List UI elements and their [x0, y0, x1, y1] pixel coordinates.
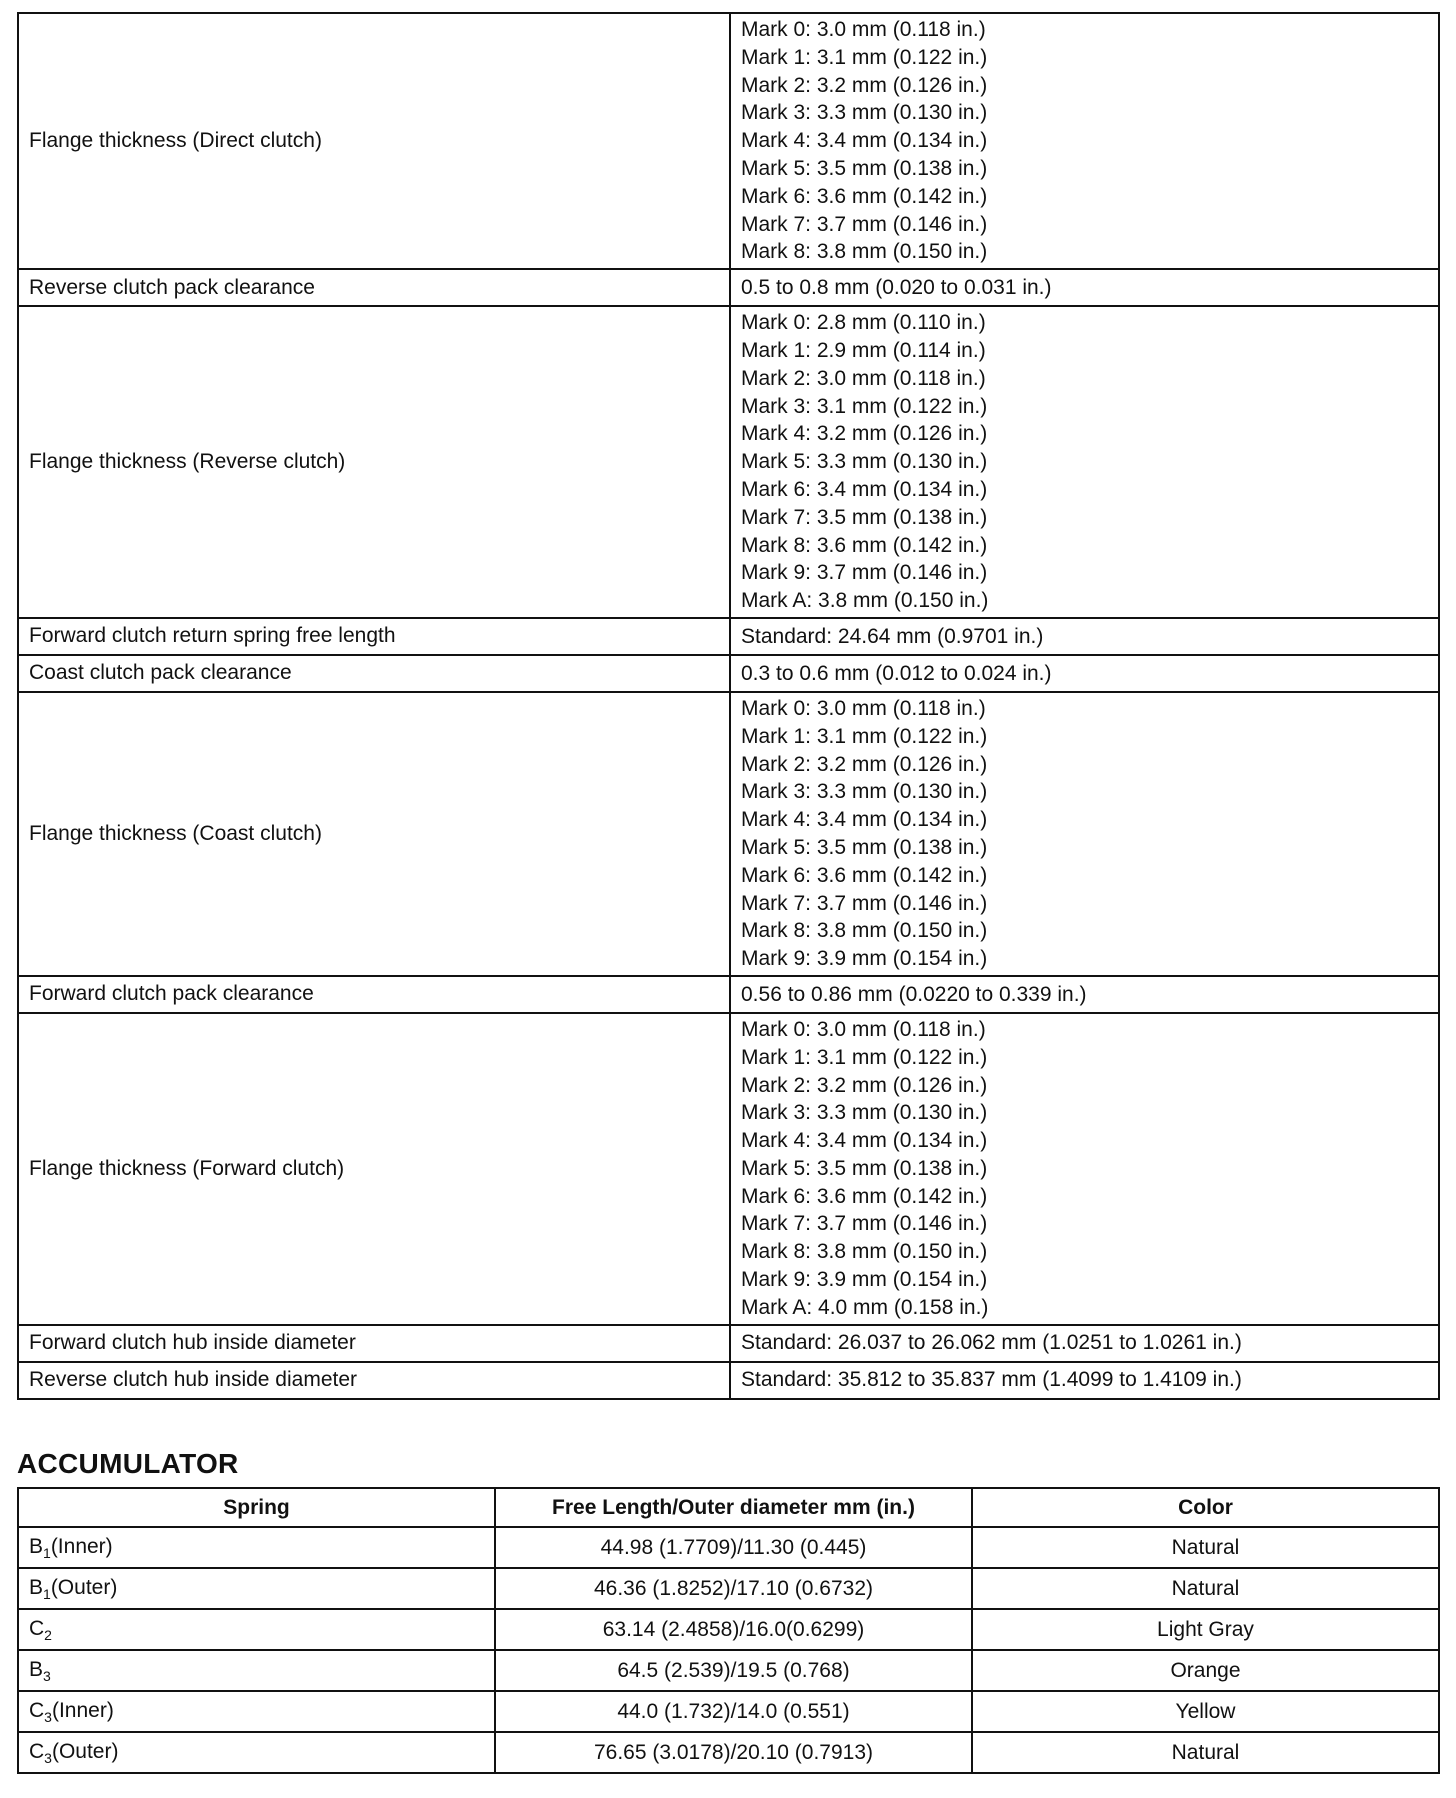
accumulator-row [18, 1650, 1439, 1691]
spring-name [18, 1527, 495, 1568]
spec-value-line: Mark 5: 3.5 mm (0.138 in.) [741, 1156, 988, 1180]
spec-parameter: Flange thickness (Forward clutch) [18, 1013, 730, 1325]
spec-values [730, 13, 1439, 269]
spring-suffix: (Outer) [51, 1739, 119, 1763]
spec-row [18, 13, 1439, 269]
spec-row [18, 618, 1439, 655]
spec-value-line: Mark A: 3.8 mm (0.150 in.) [741, 589, 989, 613]
spec-value-line: Mark 3: 3.3 mm (0.130 in.) [741, 780, 988, 804]
spec-parameter: Reverse clutch hub inside diameter [18, 1362, 730, 1399]
spec-value-line: Mark 0: 3.0 mm (0.118 in.) [741, 1017, 986, 1041]
clutch-spec-table-body [18, 13, 1439, 1399]
spec-row [18, 976, 1439, 1013]
spec-value-line: Mark 7: 3.7 mm (0.146 in.) [741, 212, 988, 236]
spec-value-line: Mark 5: 3.5 mm (0.138 in.) [741, 156, 988, 180]
spring-base: B [29, 1575, 44, 1599]
spec-value-line: Mark 6: 3.6 mm (0.142 in.) [741, 184, 988, 208]
spec-value-line: Mark 2: 3.2 mm (0.126 in.) [741, 73, 988, 97]
spec-value-line: Mark 6: 3.4 mm (0.134 in.) [741, 477, 988, 501]
spring-subscript: 3 [43, 1667, 51, 1684]
spec-parameter: Flange thickness (Reverse clutch) [18, 306, 730, 618]
spring-base: C [29, 1739, 45, 1763]
spec-value-line: Mark 1: 3.1 mm (0.122 in.) [741, 724, 988, 748]
spring-suffix: (Inner) [50, 1534, 113, 1558]
spec-values [730, 1013, 1439, 1325]
accumulator-table-body [18, 1527, 1439, 1773]
spec-parameter: Flange thickness (Coast clutch) [18, 692, 730, 976]
spec-values [730, 306, 1439, 618]
spec-value-line: Mark 2: 3.0 mm (0.118 in.) [741, 366, 986, 390]
spec-value-line: Mark A: 4.0 mm (0.158 in.) [741, 1295, 989, 1319]
accumulator-row [18, 1609, 1439, 1650]
spec-value-line: Mark 5: 3.5 mm (0.138 in.) [741, 835, 988, 859]
spec-row [18, 1362, 1439, 1399]
spring-name [18, 1609, 495, 1650]
spec-parameter: Forward clutch hub inside diameter [18, 1325, 730, 1362]
spec-value-line: Standard: 26.037 to 26.062 mm (1.0251 to 1.0261 in.) [741, 1331, 1242, 1355]
spec-row [18, 655, 1439, 692]
spec-value-line: Mark 6: 3.6 mm (0.142 in.) [741, 1184, 988, 1208]
spring-name [18, 1568, 495, 1609]
spring-free-length: 63.14 (2.4858)/16.0(0.6299) [495, 1609, 972, 1650]
spec-values [730, 976, 1439, 1013]
spring-free-length: 64.5 (2.539)/19.5 (0.768) [495, 1650, 972, 1691]
spring-free-length: 44.0 (1.732)/14.0 (0.551) [495, 1691, 972, 1732]
spec-value-line: Mark 4: 3.4 mm (0.134 in.) [741, 808, 988, 832]
header-color: Color [972, 1488, 1439, 1527]
spring-color: Natural [972, 1527, 1439, 1568]
spec-parameter: Forward clutch return spring free length [18, 618, 730, 655]
spec-values [730, 1325, 1439, 1362]
spec-value-line: Mark 5: 3.3 mm (0.130 in.) [741, 450, 988, 474]
accumulator-section-title: ACCUMULATOR [17, 1448, 239, 1479]
spec-value-line: Mark 9: 3.7 mm (0.146 in.) [741, 561, 988, 585]
spring-subscript: 3 [44, 1708, 52, 1725]
accumulator-row [18, 1527, 1439, 1568]
spec-value-line: Mark 1: 3.1 mm (0.122 in.) [741, 45, 988, 69]
spring-free-length: 76.65 (3.0178)/20.10 (0.7913) [495, 1732, 972, 1773]
spring-color: Natural [972, 1568, 1439, 1609]
spec-row [18, 1325, 1439, 1362]
spec-value-line: 0.5 to 0.8 mm (0.020 to 0.031 in.) [741, 275, 1052, 299]
spring-free-length: 46.36 (1.8252)/17.10 (0.6732) [495, 1568, 972, 1609]
spec-row [18, 306, 1439, 618]
spring-color: Natural [972, 1732, 1439, 1773]
spec-value-line: Mark 1: 3.1 mm (0.122 in.) [741, 1045, 988, 1069]
clutch-spec-table [17, 12, 1440, 1400]
spec-value-line: 0.3 to 0.6 mm (0.012 to 0.024 in.) [741, 661, 1052, 685]
spring-color: Yellow [972, 1691, 1439, 1732]
spring-subscript: 1 [43, 1544, 51, 1561]
spring-base: C [29, 1616, 45, 1640]
accumulator-row [18, 1691, 1439, 1732]
accumulator-row [18, 1732, 1439, 1773]
spec-value-line: Mark 0: 2.8 mm (0.110 in.) [741, 311, 986, 335]
spec-parameter: Coast clutch pack clearance [18, 655, 730, 692]
spec-value-line: Mark 7: 3.5 mm (0.138 in.) [741, 505, 988, 529]
spec-values [730, 618, 1439, 655]
spring-suffix: (Inner) [51, 1698, 114, 1722]
spring-subscript: 2 [44, 1626, 52, 1643]
spec-value-line: 0.56 to 0.86 mm (0.0220 to 0.339 in.) [741, 982, 1087, 1006]
spec-value-line: Mark 4: 3.4 mm (0.134 in.) [741, 129, 988, 153]
spec-parameter: Flange thickness (Direct clutch) [18, 13, 730, 269]
spec-row [18, 269, 1439, 306]
spec-value-line: Mark 3: 3.3 mm (0.130 in.) [741, 101, 988, 125]
accumulator-header-row [18, 1488, 1439, 1527]
spring-name [18, 1691, 495, 1732]
spec-values [730, 655, 1439, 692]
spec-value-line: Mark 8: 3.6 mm (0.142 in.) [741, 533, 988, 557]
spec-value-line: Mark 4: 3.4 mm (0.134 in.) [741, 1129, 988, 1153]
spec-value-line: Mark 7: 3.7 mm (0.146 in.) [741, 1212, 988, 1236]
spec-value-line: Mark 7: 3.7 mm (0.146 in.) [741, 891, 988, 915]
header-spring: Spring [18, 1488, 495, 1527]
spring-name [18, 1732, 495, 1773]
spring-base: C [29, 1698, 45, 1722]
spec-value-line: Standard: 35.812 to 35.837 mm (1.4099 to 1.4109 in.) [741, 1368, 1242, 1392]
spec-value-line: Mark 8: 3.8 mm (0.150 in.) [741, 919, 988, 943]
spec-parameter: Forward clutch pack clearance [18, 976, 730, 1013]
spec-value-line: Standard: 24.64 mm (0.9701 in.) [741, 624, 1044, 648]
spring-color: Orange [972, 1650, 1439, 1691]
spring-color: Light Gray [972, 1609, 1439, 1650]
spec-value-line: Mark 6: 3.6 mm (0.142 in.) [741, 863, 988, 887]
spring-free-length: 44.98 (1.7709)/11.30 (0.445) [495, 1527, 972, 1568]
spec-values [730, 269, 1439, 306]
spec-value-line: Mark 4: 3.2 mm (0.126 in.) [741, 422, 988, 446]
spring-name [18, 1650, 495, 1691]
spec-value-line: Mark 8: 3.8 mm (0.150 in.) [741, 240, 988, 264]
spring-base: B [29, 1657, 44, 1681]
spring-suffix: (Outer) [50, 1575, 118, 1599]
spring-subscript: 1 [43, 1585, 51, 1602]
spring-base: B [29, 1534, 44, 1558]
spec-value-line: Mark 8: 3.8 mm (0.150 in.) [741, 1240, 988, 1264]
spec-value-line: Mark 9: 3.9 mm (0.154 in.) [741, 1268, 988, 1292]
spec-value-line: Mark 2: 3.2 mm (0.126 in.) [741, 752, 988, 776]
spec-parameter: Reverse clutch pack clearance [18, 269, 730, 306]
header-free-length: Free Length/Outer diameter mm (in.) [495, 1488, 972, 1527]
spec-value-line: Mark 3: 3.1 mm (0.122 in.) [741, 394, 988, 418]
accumulator-table [17, 1487, 1440, 1774]
spec-value-line: Mark 0: 3.0 mm (0.118 in.) [741, 18, 986, 41]
spec-values [730, 692, 1439, 976]
spec-value-line: Mark 2: 3.2 mm (0.126 in.) [741, 1073, 988, 1097]
spec-value-line: Mark 1: 2.9 mm (0.114 in.) [741, 338, 986, 362]
spec-value-line: Mark 9: 3.9 mm (0.154 in.) [741, 947, 988, 971]
spec-row [18, 1013, 1439, 1325]
spring-subscript: 3 [44, 1749, 52, 1766]
spec-row [18, 692, 1439, 976]
spec-values [730, 1362, 1439, 1399]
accumulator-row [18, 1568, 1439, 1609]
spec-value-line: Mark 3: 3.3 mm (0.130 in.) [741, 1101, 988, 1125]
spec-value-line: Mark 0: 3.0 mm (0.118 in.) [741, 696, 986, 720]
